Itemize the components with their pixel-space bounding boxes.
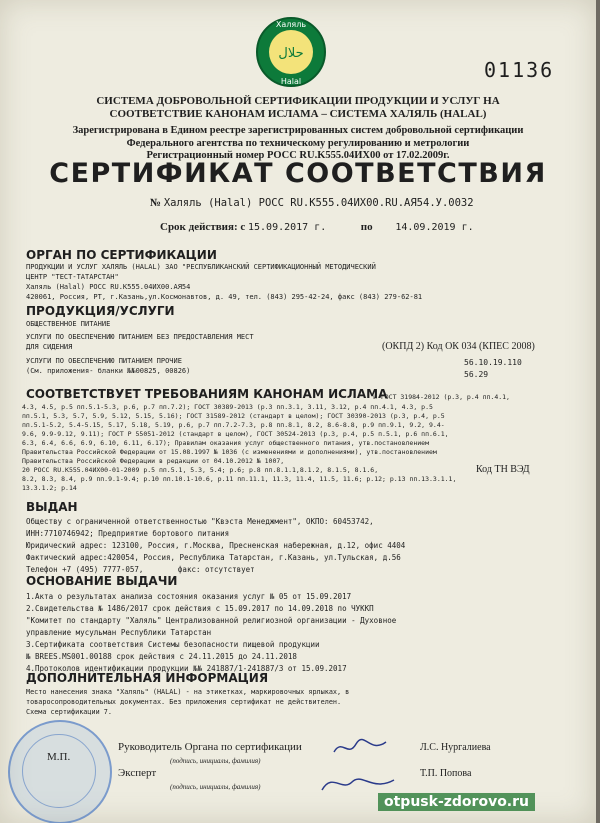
extra-line-1: Место нанесения знака "Халяль" (HALAL) - на этикетках, маркировочных ярлыках, в bbox=[26, 688, 350, 696]
products-line-2: УСЛУГИ ПО ОБЕСПЕЧЕНИЮ ПИТАНИЕМ БЕЗ ПРЕДОСТАВЛЕНИЯ МЕСТ bbox=[26, 333, 254, 341]
system-line-1: СИСТЕМА ДОБРОВОЛЬНОЙ СЕРТИФИКАЦИИ ПРОДУКЦИИ И УСЛУГ НА bbox=[96, 95, 500, 107]
req-line-10: 13.3.1.2; р.14 bbox=[22, 484, 77, 492]
req-line-4: 9.6, 9.9-9.12, 9.11); ГОСТ Р 55051-2012 (стандарт в целом), ГОСТ 30524-2013 (р.3, р.4, р.5 п.5.1, р.6 пп.6.1, bbox=[22, 430, 449, 438]
registration-info bbox=[0, 125, 596, 163]
basis-line-4: управление мусульман Республики Татарстан bbox=[26, 628, 212, 637]
basis-line-6: № BREES.MS001.00188 срок действия с 24.11.2015 до 24.11.2018 bbox=[26, 652, 297, 661]
req-line-6: Правительства Российской Федерации от 15.08.1997 № 1036 (с изменениями и дополнениями), утв.постановлением bbox=[22, 448, 437, 456]
valid-to: 14.09.2019 г. bbox=[395, 222, 474, 233]
certificate-number: Халяль (Halal) РОСС RU.K555.04ИХ00.RU.АЯ54.У.0032 bbox=[163, 197, 474, 209]
document-number: 01136 bbox=[484, 58, 555, 82]
products-line-1: ОБЩЕСТВЕННОЕ ПИТАНИЕ bbox=[26, 320, 111, 328]
organ-line-3: Халяль (Halal) РОСС RU.K555.04ИХ00.АЯ54 bbox=[26, 283, 191, 291]
req-line-5: 6.3, 6.4, 6.6, 6.9, 6.10, 6.11, 6.17); Правилам оказания услуг общественного питания, утв.постановлением bbox=[22, 439, 429, 447]
certificate-title: СЕРТИФИКАТ СООТВЕТСТВИЯ bbox=[49, 158, 547, 189]
expert-name: Т.П. Попова bbox=[420, 768, 472, 779]
head-signature bbox=[330, 734, 390, 760]
system-name bbox=[0, 95, 596, 121]
extra-line-2: товаросопроводительных документах. Без приложения сертификат не действителен. bbox=[26, 698, 342, 706]
basis-line-3: "Комитет по стандарту "Халяль" Централизованной религиозной организации - Духовное bbox=[26, 616, 397, 625]
products-line-3: ДЛЯ СИДЕНИЯ bbox=[26, 343, 73, 351]
reg-line-1: Зарегистрирована в Едином реестре зарегистрированных систем добровольной сертификации bbox=[72, 125, 524, 136]
products-line-5: (См. приложения- бланки №№00825, 00826) bbox=[26, 367, 191, 375]
issued-line-2: ИНН:7710746942; Предприятие бортового питания bbox=[26, 529, 230, 538]
products-line-4: УСЛУГИ ПО ОБЕСПЕЧЕНИЮ ПИТАНИЕМ ПРОЧИЕ bbox=[26, 357, 182, 365]
tn-ved-label: Код ТН ВЭД bbox=[476, 464, 530, 475]
basis-line-5: 3.Сертификата соответствия Системы безопасности пищевой продукции bbox=[26, 640, 320, 649]
issued-phone: Телефон +7 (495) 7777-057, bbox=[26, 565, 144, 574]
req-line-8: 20 РОСС RU.K555.04ИХ00-01-2009 р.5 пп.5.1, 5.3, 5.4; р.6; р.8 пп.8.1.1,8.1.2, 8.1.5, 8.1.6, bbox=[22, 466, 379, 474]
logo-top-text: Халяль bbox=[275, 20, 307, 29]
basis-title: ОСНОВАНИЕ ВЫДАЧИ bbox=[26, 574, 178, 588]
issued-line-3: Юридический адрес: 123100, Россия, г.Москва, Пресненская набережная, д.12, офис 4404 bbox=[26, 541, 406, 550]
issued-line-1: Обществу с ограниченной ответственностью "Квэста Менеджмент", ОКПО: 60453742, bbox=[26, 517, 374, 526]
req-line-3: пп.5.1-5.2, 5.4-5.15, 5.17, 5.18, 5.19, р.6, р.7 пп.7.2-7.3, р.8 пп.8.1, 8.2, 8.6-8.8, р.9 пп.9.1, 9.2, 9.4- bbox=[22, 421, 445, 429]
extra-line-3: Схема сертификации 7. bbox=[26, 708, 112, 716]
requirements-title: СООТВЕТСТВУЕТ ТРЕБОВАНИЯМ КАНОНАМ ИСЛАМА bbox=[26, 387, 388, 401]
logo-arabic-text: حلال bbox=[278, 46, 304, 61]
product-code-2: 56.29 bbox=[464, 370, 489, 379]
req-line-7: Правительства Российской Федерации в редакции от 04.10.2012 № 1007, bbox=[22, 457, 285, 465]
validity-row bbox=[160, 222, 474, 233]
stamp-label: М.П. bbox=[47, 751, 71, 763]
issued-fax: факс: отсутствует bbox=[177, 565, 255, 574]
okpd-label: (ОКПД 2) Код ОК 034 (КПЕС 2008) bbox=[382, 341, 535, 352]
page-edge bbox=[596, 0, 600, 823]
organ-line-2: ЦЕНТР "ТЕСТ-ТАТАРСТАН" bbox=[26, 273, 119, 281]
head-sub: (подпись, инициалы, фамилия) bbox=[170, 757, 261, 765]
req-line-0: и ГОСТ 31984-2012 (р.3, р.4 пп.4.1, bbox=[373, 393, 510, 401]
expert-label: Эксперт bbox=[118, 767, 157, 779]
products-title: ПРОДУКЦИЯ/УСЛУГИ bbox=[26, 304, 175, 318]
issued-title: ВЫДАН bbox=[26, 500, 78, 514]
organ-line-1: ПРОДУКЦИИ И УСЛУГ ХАЛЯЛЬ (HALAL) ЗАО "РЕСПУБЛИКАНСКИЙ СЕРТИФИКАЦИОННЫЙ МЕТОДИЧЕСКИЙ bbox=[26, 263, 376, 271]
certificate-number-row bbox=[150, 198, 474, 209]
head-label: Руководитель Органа по сертификации bbox=[118, 741, 302, 753]
system-line-2: СООТВЕТСТВИЕ КАНОНАМ ИСЛАМА – СИСТЕМА ХАЛЯЛЬ (HALAL) bbox=[109, 108, 487, 120]
req-line-9: 8.2, 8.3, 8.4, р.9 пп.9.1-9.4; р.10 пп.10.1-10.6, р.11 пп.11.1, 11.3, 11.4, 11.5, 11.6; р.12; р.13 пп.13.3.1.1, bbox=[22, 475, 457, 483]
organ-line-4: 420061, Россия, РТ, г.Казань,ул.Космонавтов, д. 49, тел. (843) 295-42-24, факс (843) 279-62-81 bbox=[26, 293, 423, 301]
issued-line-4: Фактический адрес:420054, Россия, Республика Татарстан, г.Казань, ул.Тульская, д.56 bbox=[26, 553, 401, 562]
logo-bottom-text: Halal bbox=[280, 77, 302, 86]
req-line-1: 4.3, 4.5, р.5 пп.5.1-5.3, р.6, р.7 пп.7.2); ГОСТ 30389-2013 (р.3 пп.3.1, 3.11, 3.12, р.4 пп.4.1, 4.3, р.5 bbox=[22, 403, 433, 411]
halal-logo bbox=[255, 16, 327, 88]
basis-line-7: 4.Протоколов идентификации продукции №№ 241887/1-241887/3 от 15.09.2017 bbox=[26, 664, 347, 673]
valid-from: 15.09.2017 г. bbox=[248, 222, 327, 233]
req-line-2: пп.5.1, 5.3, 5.7, 5.9, 5.12, 5.15, 5.16); ГОСТ 31589-2012 (стандарт в целом); ГОСТ 30390-2013 (р.3, р.4, р.5 bbox=[22, 412, 445, 420]
seal-stamp-inner bbox=[22, 734, 96, 808]
organ-title: ОРГАН ПО СЕРТИФИКАЦИИ bbox=[26, 248, 217, 262]
reg-line-3: Регистрационный номер РОСС RU.K555.04ИХ00 от 17.02.2009г. bbox=[146, 150, 450, 161]
head-name: Л.С. Нургалиева bbox=[420, 742, 491, 753]
reg-line-2: Федерального агентства по техническому регулированию и метрологии bbox=[126, 137, 470, 149]
expert-sub: (подпись, инициалы, фамилия) bbox=[170, 783, 261, 791]
basis-line-1: 1.Акта о результатах анализа состояния оказания услуг № 05 от 15.09.2017 bbox=[26, 592, 352, 601]
basis-line-2: 2.Свидетельства № 1486/2017 срок действия с 15.09.2017 по 14.09.2018 по ЧУККП bbox=[26, 604, 374, 613]
to-label: по bbox=[360, 221, 373, 233]
product-code-1: 56.10.19.110 bbox=[464, 358, 522, 367]
cert-no-prefix: № bbox=[150, 197, 162, 209]
extra-title: ДОПОЛНИТЕЛЬНАЯ ИНФОРМАЦИЯ bbox=[26, 671, 269, 685]
validity-label: Срок действия: с bbox=[160, 221, 246, 233]
watermark: otpusk-zdorovo.ru bbox=[378, 793, 535, 811]
